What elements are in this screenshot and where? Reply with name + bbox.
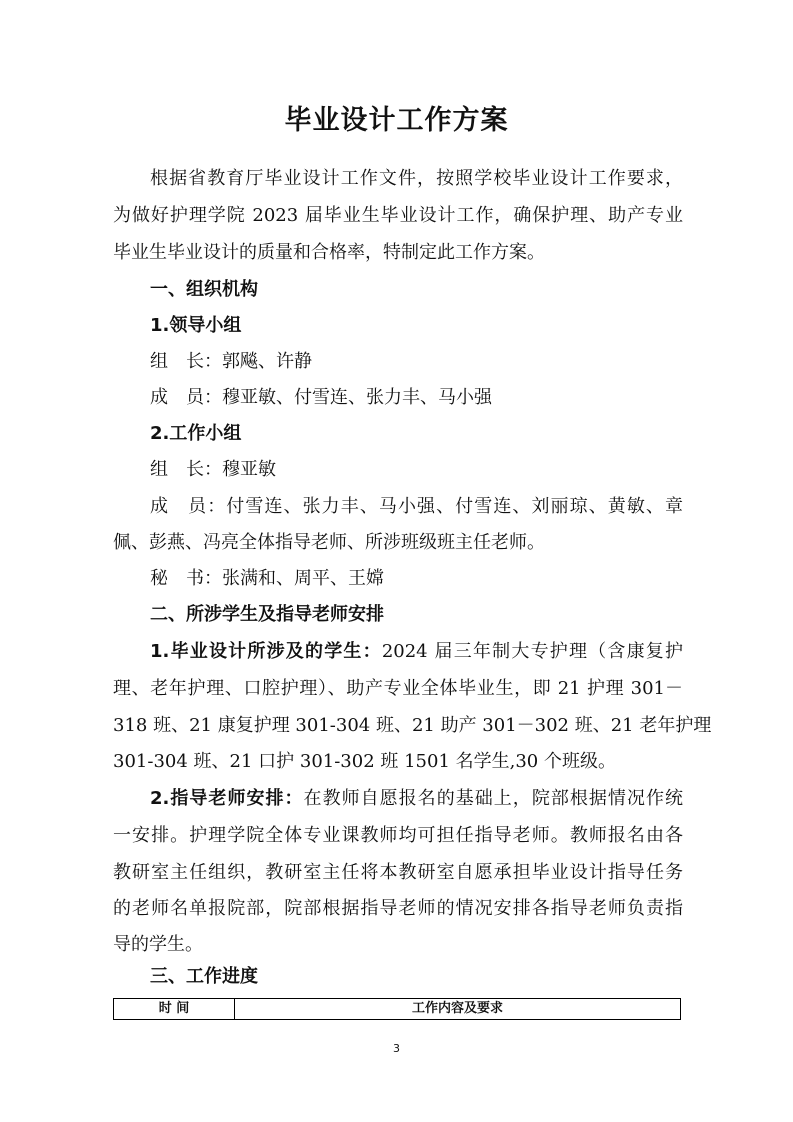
work-group-heading: 2.工作小组 [150,423,242,444]
work-group-members-line-2: 佩、彭燕、冯亮全体指导老师、所涉班级班主任老师。 [113,532,545,553]
teachers-line-5: 导的学生。 [113,934,203,955]
teachers-line-3: 教研室主任组织，教研室主任将本教研室自愿承担毕业设计指导任务 [113,862,683,883]
secretary-label: 秘 书： [150,568,222,589]
work-members-value-1: 付雪连、张力丰、马小强、付雪连、刘丽琼、黄敏、章 [226,496,683,517]
work-leader-value: 穆亚敏 [222,459,276,480]
page-title: 毕业设计工作方案 [284,105,509,136]
leader-value: 郭飚、许静 [222,351,312,372]
leader-group-leader [150,351,683,373]
teachers-line-1 [150,788,683,810]
section-1-heading: 一、组织机构 [150,279,258,300]
work-members-label: 成 员： [150,496,227,517]
students-line-1 [150,641,683,663]
teachers-text-1: 在教师自愿报名的基础上，院部根据情况作统 [303,788,683,809]
work-leader-label: 组 长： [150,459,222,480]
students-line-4: 301-304 班、21 口护 301-302 班 1501 名学生,30 个班级。 [113,751,616,772]
work-group-leader [150,459,683,481]
students-line-2: 理、老年护理、口腔护理）、助产专业全体毕业生，即 21 护理 301－ [113,678,683,699]
members-value: 穆亚敏、付雪连、张力丰、马小强 [222,387,492,408]
students-label: 1.毕业设计所涉及的学生： [150,641,382,662]
teachers-line-4: 的老师名单报院部，院部根据指导老师的情况安排各指导老师负责指 [113,898,683,919]
work-group-members-line-1 [150,496,683,518]
members-label: 成 员： [150,387,222,408]
work-group-secretary [150,568,683,590]
leader-group-members [150,387,683,409]
leader-label: 组 长： [150,351,222,372]
secretary-value: 张满和、周平、王嫦 [222,568,384,589]
intro-line-3: 毕业生毕业设计的质量和合格率，特制定此工作方案。 [113,242,545,263]
section-3-heading: 三、工作进度 [150,966,258,987]
table-header-content: 工作内容及要求 [411,1001,503,1016]
teachers-line-2: 一安排。护理学院全体专业课教师均可担任指导老师。教师报名由各 [113,825,683,846]
section-2-heading: 二、所涉学生及指导老师安排 [150,604,384,625]
leader-group-heading: 1.领导小组 [150,315,242,336]
schedule-table-header [113,998,681,1020]
intro-line-1: 根据省教育厅毕业设计工作文件，按照学校毕业设计工作要求， [150,168,683,189]
students-line-3: 318 班、21 康复护理 301-304 班、21 助产 301－302 班、21 老年护理 [113,715,712,736]
teachers-label: 2.指导老师安排： [150,788,304,809]
page-number: 3 [393,1042,400,1055]
students-text-1: 2024 届三年制大专护理（含康复护 [381,641,683,662]
intro-line-2: 为做好护理学院 2023 届毕业生毕业设计工作，确保护理、助产专业 [113,205,683,226]
table-header-time: 时 间 [114,999,235,1019]
